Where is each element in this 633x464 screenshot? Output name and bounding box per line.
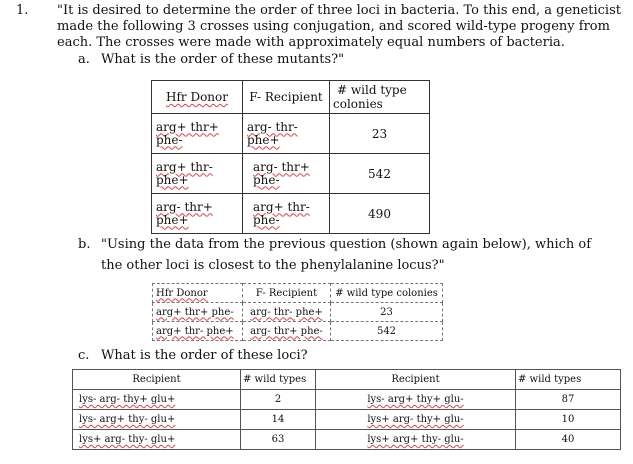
header-f-recipient: F- Recipient <box>243 81 330 114</box>
recipient-cell: lys- arg+ thy- glu+ <box>73 410 241 430</box>
table-row <box>152 194 430 234</box>
count-cell: 10 <box>516 410 621 430</box>
recipient-cell: lys- arg+ thy+ glu- <box>316 390 516 410</box>
crosses-table <box>151 80 430 234</box>
recipient-cell: arg- thr+ phe- <box>243 154 330 194</box>
part-c-question: What is the order of these loci? <box>101 348 308 363</box>
header-hfr-donor: Hfr Donor <box>153 284 243 303</box>
question-line-3: each. The crosses were made with approximately equal numbers of bacteria. <box>57 35 565 50</box>
count-cell: 2 <box>241 390 316 410</box>
recipient-cell: arg+ thr- phe- <box>243 194 330 234</box>
table-row <box>152 154 430 194</box>
count-cell: 23 <box>331 303 443 322</box>
part-b-line-2: the other loci is closest to the phenylalanine locus?" <box>101 258 445 273</box>
count-cell: 63 <box>241 430 316 450</box>
recipient-cell: lys+ arg+ thy- glu- <box>316 430 516 450</box>
count-cell: 542 <box>330 154 430 194</box>
header-recipient: Recipient <box>316 370 516 390</box>
count-cell: 40 <box>516 430 621 450</box>
donor-cell: arg+ thr- phe+ <box>152 154 243 194</box>
table-header-row <box>152 81 430 114</box>
recipient-cell: lys- arg- thy+ glu+ <box>73 390 241 410</box>
donor-cell: arg+ thr+ phe- <box>153 303 243 322</box>
recipient-cell: lys+ arg- thy+ glu- <box>316 410 516 430</box>
table-header-row <box>153 284 443 303</box>
table-row <box>153 322 443 341</box>
table-row <box>153 303 443 322</box>
recipient-cell: arg- thr+ phe- <box>243 322 331 341</box>
header-hfr-donor: Hfr Donor <box>152 81 243 114</box>
count-cell: 490 <box>330 194 430 234</box>
table-row <box>73 390 621 410</box>
question-line-2: made the following 3 crosses using conjugation, and scored wild-type progeny from <box>57 19 610 34</box>
header-recipient: Recipient <box>73 370 241 390</box>
part-c-label: c. <box>78 348 90 363</box>
donor-cell: arg+ thr+ phe- <box>152 114 243 154</box>
count-cell: 87 <box>516 390 621 410</box>
recipient-table <box>72 369 621 450</box>
recipient-cell: lys+ arg- thy- glu+ <box>73 430 241 450</box>
table-row <box>152 114 430 154</box>
table-header-row <box>73 370 621 390</box>
count-cell: 542 <box>331 322 443 341</box>
donor-cell: arg+ thr- phe+ <box>153 322 243 341</box>
recipient-cell: arg- thr- phe+ <box>243 114 330 154</box>
table-row <box>73 430 621 450</box>
header-wild-types: # wild types <box>241 370 316 390</box>
question-number: 1. <box>16 3 29 18</box>
header-f-recipient: F- Recipient <box>243 284 331 303</box>
recipient-cell: arg- thr- phe+ <box>243 303 331 322</box>
donor-cell: arg- thr+ phe+ <box>152 194 243 234</box>
count-cell: 23 <box>330 114 430 154</box>
header-wild-type-colonies: # wild type colonies <box>330 81 430 114</box>
part-a-question: What is the order of these mutants?" <box>101 52 345 67</box>
crosses-table-repeat <box>152 283 443 341</box>
count-cell: 14 <box>241 410 316 430</box>
question-line-1: "It is desired to determine the order of three loci in bacteria. To this end, a geneticist <box>57 3 621 18</box>
part-b-label: b. <box>78 237 91 252</box>
header-wild-types: # wild types <box>516 370 621 390</box>
header-wild-type-colonies: # wild type colonies <box>331 284 443 303</box>
part-b-line-1: "Using the data from the previous question (shown again below), which of <box>101 237 592 252</box>
part-a-label: a. <box>78 52 90 67</box>
table-row <box>73 410 621 430</box>
